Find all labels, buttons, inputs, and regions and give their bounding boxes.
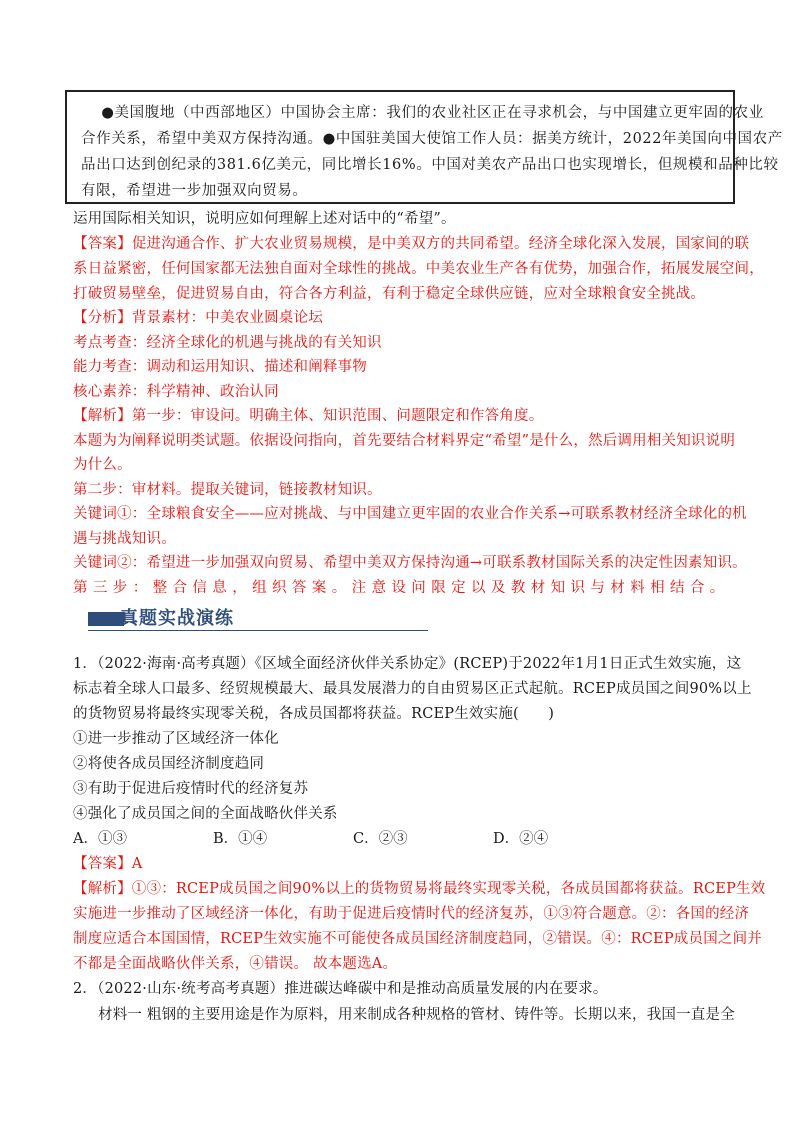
explain-step3: 第三步：整合信息，组织答案。注意设问限定以及教材知识与材料相结合。	[73, 580, 730, 596]
answer-tag: 【答案】	[73, 236, 132, 252]
banner-underline	[88, 630, 428, 631]
question-1-explain: 不都是全面战略伙伴关系，④错误。 故本题选A。	[73, 956, 398, 972]
quote-line: 合作关系，希望中美双方保持沟通。●中国驻美国大使馆工作人员：据美方统计，2022年美国向中国农产	[81, 131, 783, 147]
analysis-background: 背景素材：中美农业圆桌论坛	[131, 310, 323, 326]
question-1-explain: 制度应适合本国国情，RCEP生效实施不可能使各成员国经济制度趋同，②错误。④：RCEP成员国之间并	[73, 931, 763, 947]
answer-line: 打破贸易壁垒，促进贸易自由，符合各方利益，有利于稳定全球供应链，应对全球粮食安全挑战。	[73, 286, 706, 302]
explain-keyword2: 关键词②：希望进一步加强双向贸易、希望中美双方保持沟通→可联系教材国际关系的决定性因素知识。	[73, 555, 747, 571]
question-1-item: ②将使各成员国经济制度趋同	[73, 756, 265, 772]
section-title: 真题实战演练	[120, 608, 234, 629]
question-1-item: ①进一步推动了区域经济一体化	[73, 731, 279, 747]
question-1-item: ④强化了成员国之间的全面战略伙伴关系	[73, 806, 338, 822]
question-1-line: 标志着全球人口最多、经贸规模最大、最具发展潜力的自由贸易区正式起航。RCEP成员国之间90%以上	[73, 681, 752, 697]
analysis-tag: 【分析】	[73, 310, 132, 326]
question-1-answer: 【答案】A	[73, 856, 143, 872]
answer-line: 系日益紧密，任何国家都无法独自面对全球性的挑战。中美农业生产各有优势，加强合作，拓展发展空间，	[73, 261, 764, 277]
explain-step2: 第二步：审材料。提取关键词，链接教材知识。	[73, 482, 382, 498]
explain-keyword1: 关键词①：全球粮食安全——应对挑战、与中国建立更牢固的农业合作关系→可联系教材经济全球化的机	[73, 506, 747, 522]
option-c: C．②③	[353, 831, 408, 847]
analysis-kaodian: 考点考查：经济全球化的机遇与挑战的有关知识	[73, 335, 382, 351]
explain-line: 为什么。	[73, 457, 132, 473]
question-1-line: 1．（2022·海南·高考真题）《区域全面经济伙伴关系协定》(RCEP)于2022年1月1日正式生效实施，这	[73, 656, 742, 672]
analysis-line	[73, 306, 733, 330]
option-a: A．①③	[73, 831, 127, 847]
material-quote-box	[65, 90, 783, 204]
analysis-suyang: 核心素养：科学精神、政治认同	[73, 384, 279, 400]
explain-line	[73, 404, 733, 428]
quote-line: 有限，希望进一步加强双向贸易。	[81, 183, 308, 199]
question-2-material: 材料一 粗钢的主要用途是作为原料，用来制成各种规格的管材、铸件等。长期以来，我国一直是全	[98, 1007, 735, 1023]
explain-tag: 【解析】	[73, 408, 132, 424]
question-prompt: 运用国际相关知识，说明应如何理解上述对话中的“希望”。	[73, 211, 456, 227]
banner-bar-icon	[88, 612, 124, 626]
answer-text: 促进沟通合作、扩大农业贸易规模，是中美双方的共同希望。经济全球化深入发展，国家间的联	[131, 236, 750, 252]
quote-line: ●美国腹地（中西部地区）中国协会主席：我们的农业社区正在寻求机会，与中国建立更牢固的农业	[101, 105, 764, 121]
option-d: D．②④	[493, 831, 549, 847]
question-1-line: 的货物贸易将最终实现零关税，各成员国都将获益。RCEP生效实施( )	[73, 706, 555, 722]
question-1-explain: 实施进一步推动了区域经济一体化，有助于促进后疫情时代的经济复苏，①③符合题意。②：各国的经济	[73, 906, 750, 922]
explain-line: 本题为为阐释说明类试题。依据设问指向，首先要结合材料界定“希望”是什么，然后调用相关知识说明	[73, 433, 736, 449]
question-2-line: 2．（2022·山东·统考高考真题）推进碳达峰碳中和是推动高质量发展的内在要求。	[73, 981, 608, 997]
section-banner	[88, 607, 428, 631]
answer-line	[73, 232, 750, 256]
question-1-explain: 【解析】①③：RCEP成员国之间90%以上的货物贸易将最终实现零关税，各成员国都将获益。RCEP生效	[73, 881, 766, 897]
option-b: B．①④	[213, 831, 268, 847]
quote-line: 品出口达到创纪录的381.6亿美元，同比增长16%。中国对美农产品出口也实现增长，但规模和品种比较	[81, 157, 779, 173]
explain-keyword1: 遇与挑战知识。	[73, 531, 176, 547]
question-1-item: ③有助于促进后疫情时代的经济复苏	[73, 781, 309, 797]
analysis-nengli: 能力考查：调动和运用知识、描述和阐释事物	[73, 359, 367, 375]
explain-step1: 第一步：审设问。明确主体、知识范围、问题限定和作答角度。	[131, 408, 544, 424]
